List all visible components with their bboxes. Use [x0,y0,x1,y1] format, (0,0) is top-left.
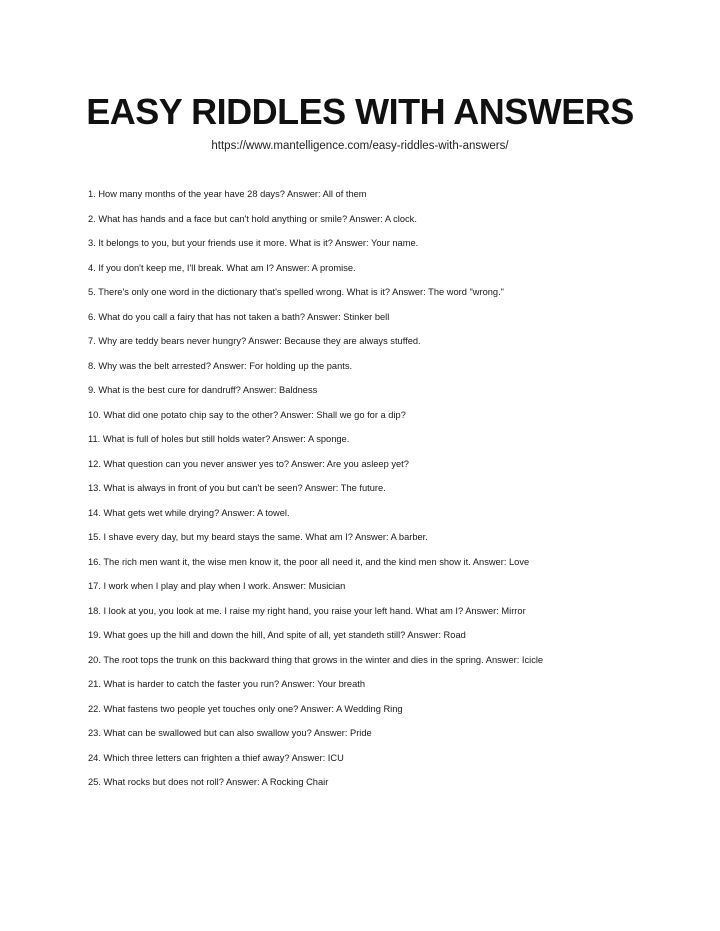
riddle-item: 24. Which three letters can frighten a thief away? Answer: ICU [88,752,344,763]
riddle-item: 7. Why are teddy bears never hungry? Answer: Because they are always stuffed. [88,336,421,346]
riddle-item: 21. What is harder to catch the faster you run? Answer: Your breath [88,679,365,689]
riddle-item: 5. There's only one word in the dictionary that's spelled wrong. What is it? Answer: The word "wrong." [88,287,504,297]
riddle-item: 9. What is the best cure for dandruff? Answer: Baldness [88,385,318,395]
riddle-item: 25. What rocks but does not roll? Answer: A Rocking Chair [88,777,329,787]
riddle-item: 8. Why was the belt arrested? Answer: For holding up the pants. [88,360,353,371]
riddle-item: 1. How many months of the year have 28 days? Answer: All of them [88,189,367,199]
riddle-item: 17. I work when I play and play when I work. Answer: Musician [88,581,346,591]
source-url: https://www.mantelligence.com/easy-riddles-with-answers/ [211,140,509,152]
riddle-item: 3. It belongs to you, but your friends use it more. What is it? Answer: Your name. [88,238,419,248]
riddle-item: 6. What do you call a fairy that has not taken a bath? Answer: Stinker bell [88,311,390,322]
riddle-item: 13. What is always in front of you but can't be seen? Answer: The future. [88,483,386,493]
riddle-item: 2. What has hands and a face but can't hold anything or smile? Answer: A clock. [88,213,417,224]
riddle-item: 22. What fastens two people yet touches only one? Answer: A Wedding Ring [88,703,403,714]
riddle-item: 15. I shave every day, but my beard stays the same. What am I? Answer: A barber. [88,532,428,542]
riddle-item: 14. What gets wet while drying? Answer: A towel. [88,507,290,518]
riddle-item: 18. I look at you, you look at me. I raise my right hand, you raise your left hand. What am I? Answer: Mirror [88,605,526,616]
riddle-item: 19. What goes up the hill and down the hill, And spite of all, yet standeth still? Answer: Road [88,630,466,640]
riddle-item: 10. What did one potato chip say to the other? Answer: Shall we go for a dip? [88,409,406,420]
riddle-item: 23. What can be swallowed but can also swallow you? Answer: Pride [88,728,372,738]
riddle-item: 12. What question can you never answer yes to? Answer: Are you asleep yet? [88,458,409,469]
riddle-item: 20. The root tops the trunk on this backward thing that grows in the winter and dies in the spring. Answer: Icicle [88,654,544,665]
riddle-item: 4. If you don't keep me, I'll break. What am I? Answer: A promise. [88,262,356,273]
page-title: EASY RIDDLES WITH ANSWERS [86,91,634,132]
riddle-item: 11. What is full of holes but still holds water? Answer: A sponge. [88,434,350,444]
riddle-list [88,186,648,799]
riddle-item: 16. The rich men want it, the wise men know it, the poor all need it, and the kind men show it. Answer: Love [88,556,530,567]
